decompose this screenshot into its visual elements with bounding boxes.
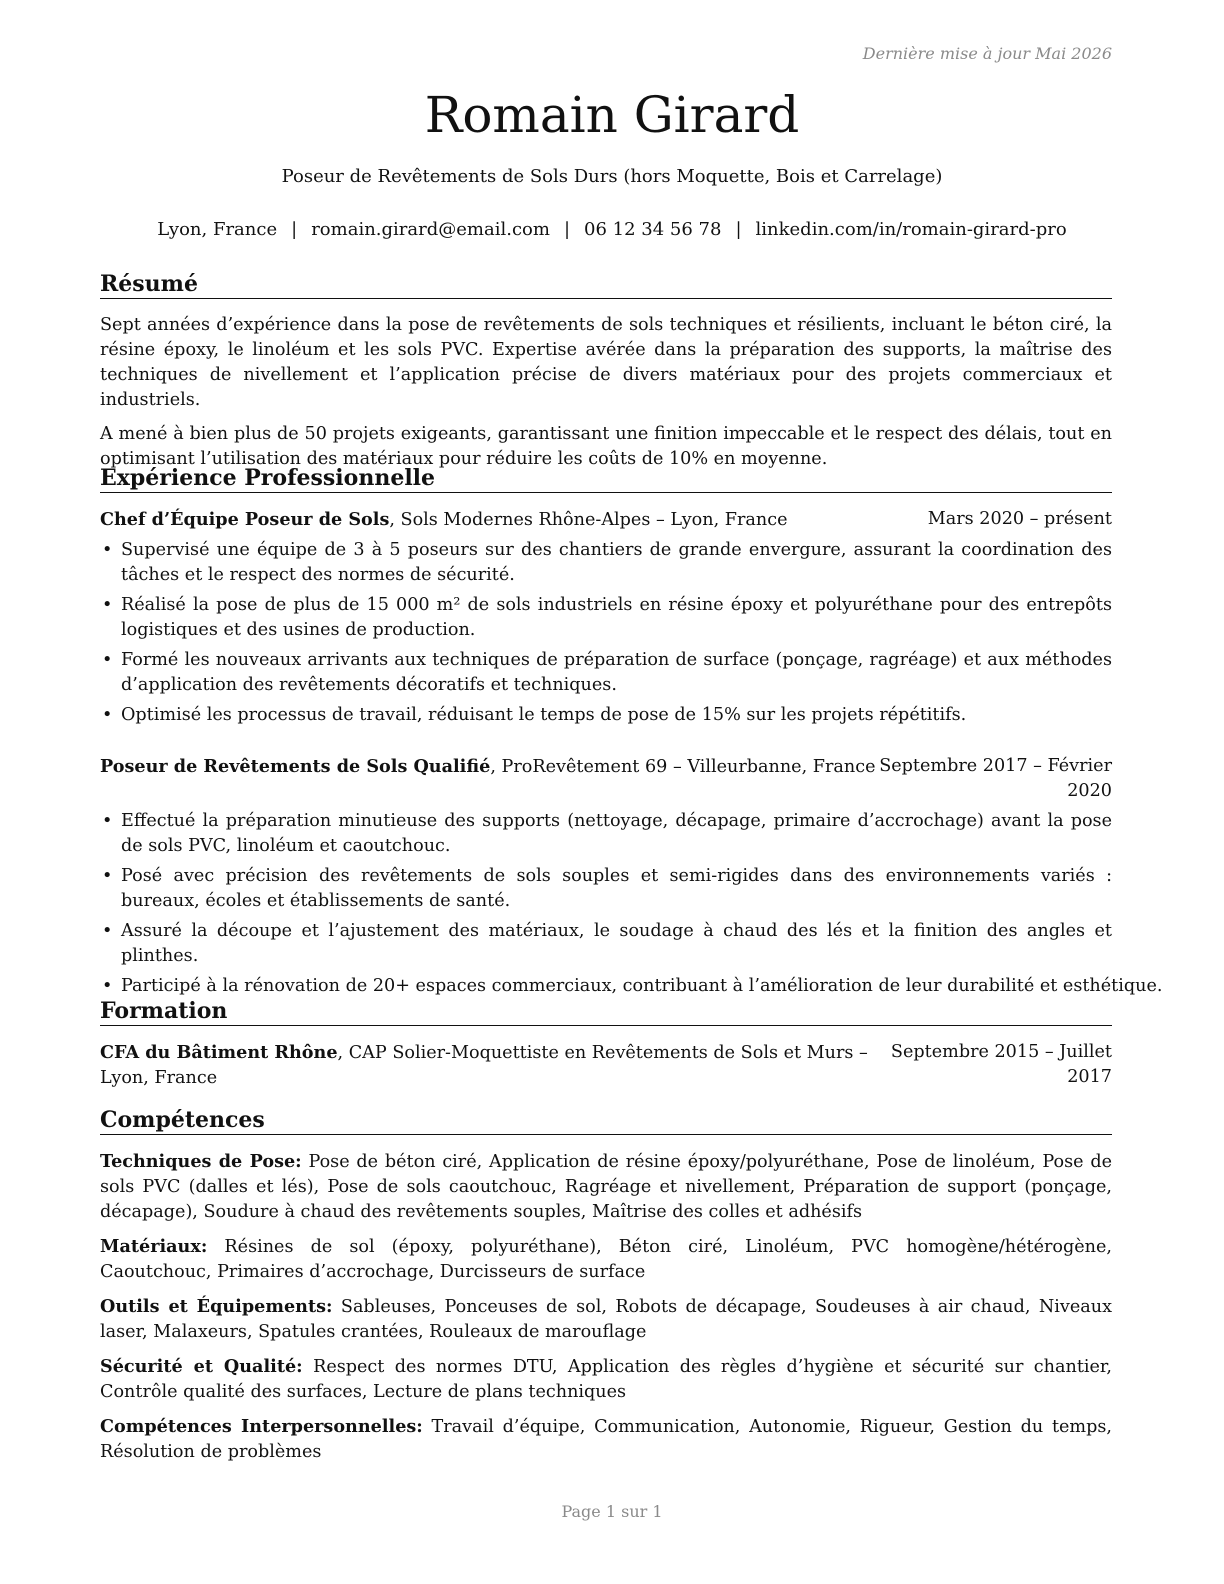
summary-section	[100, 271, 1112, 472]
job-role: Poseur de Revêtements de Sols Qualifié	[100, 756, 491, 777]
job-company: , Sols Modernes Rhône-Alpes – Lyon, France	[389, 510, 788, 530]
job-company: , ProRevêtement 69 – Villeurbanne, France	[490, 757, 876, 777]
skill-text: Travail d’équipe, Communication, Autonomie, Rigueur, Gestion du temps, Résolution de problèmes	[100, 1417, 1112, 1462]
list-item: • Participé à la rénovation de 20+ espaces commerciaux, contribuant à l’amélioration de leur durabilité et esthétique.	[100, 974, 1112, 999]
skills-section	[100, 1107, 1112, 1474]
page-number: Page 1 sur 1	[561, 1502, 663, 1521]
education-heading	[100, 1040, 878, 1091]
skill-label: Sécurité et Qualité:	[100, 1356, 303, 1377]
job-entry	[100, 507, 1112, 733]
skill-label: Techniques de Pose:	[100, 1151, 302, 1172]
skill-label: Matériaux:	[100, 1236, 208, 1257]
job-entry	[100, 754, 1163, 1004]
skill-group	[100, 1414, 1112, 1465]
summary-paragraph: Sept années d’expérience dans la pose de revêtements de sols techniques et résilients, incluant le béton ciré, la résine époxy, le linoléum et les sols PVC. Expertise avérée dans la préparation des supports, la maîtrise des techniques de nivellement et l’application précise de divers matériaux pour des projets commerciaux et industriels.	[100, 315, 1112, 410]
skill-group	[100, 1149, 1112, 1225]
skills-list	[100, 1149, 1112, 1465]
skill-text: Respect des normes DTU, Application des règles d’hygiène et sécurité sur chantier, Contrôle qualité des surfaces, Lecture de plans techniques	[100, 1357, 1112, 1402]
list-item: • Formé les nouveaux arrivants aux techniques de préparation de surface (ponçage, ragréage) et aux méthodes d’application des revêtements décoratifs et techniques.	[100, 648, 1112, 698]
contact-separator: |	[563, 219, 571, 240]
list-item: • Effectué la préparation minutieuse des supports (nettoyage, décapage, primaire d’accrochage) avant la pose de sols PVC, linoléum et caoutchouc.	[100, 809, 1112, 859]
experience-section	[100, 465, 1112, 493]
contact-linkedin[interactable]: linkedin.com/in/romain-girard-pro	[755, 219, 1067, 240]
summary-paragraph: A mené à bien plus de 50 projets exigeants, garantissant une finition impeccable et le respect des délais, tout en optimisant l’utilisation des matériaux pour réduire les coûts de 10% en moyenne.	[100, 424, 1112, 469]
job-bullets	[100, 538, 1112, 728]
list-item: • Optimisé les processus de travail, réduisant le temps de pose de 15% sur les projets répétitifs.	[100, 703, 1112, 728]
skill-text: Sableuses, Ponceuses de sol, Robots de décapage, Soudeuses à air chaud, Niveaux laser, Malaxeurs, Spatules crantées, Rouleaux de marouflage	[100, 1297, 1112, 1342]
candidate-name: Romain Girard	[424, 86, 800, 144]
job-title: Poseur de Revêtements de Sols Durs (hors Moquette, Bois et Carrelage)	[281, 166, 943, 187]
skill-text: Pose de béton ciré, Application de résine époxy/polyuréthane, Pose de linoléum, Pose de sols PVC (dalles et lés), Pose de sols caoutchouc, Ragréage et nivellement, Préparation de support (ponçage, décapage), Soudure à chaud des revêtements souples, Maîtrise des colles et adhésifs	[100, 1152, 1112, 1222]
contact-separator: |	[735, 219, 742, 240]
section-title-education: Formation	[100, 998, 1112, 1026]
education-detail: , CAP Solier-Moquettiste en Revêtements de Sols et Murs – Lyon, France	[100, 1043, 868, 1088]
job-heading	[100, 507, 928, 533]
job-dates: Septembre 2017 – Février 2020	[879, 756, 1112, 801]
skill-label: Compétences Interpersonnelles:	[100, 1416, 423, 1437]
list-item: • Supervisé une équipe de 3 à 5 poseurs sur des chantiers de grande envergure, assurant la coordination des tâches et le respect des normes de sécurité.	[100, 538, 1112, 588]
job-role: Chef d’Équipe Poseur de Sols	[100, 509, 390, 530]
skill-group	[100, 1234, 1112, 1285]
section-title-summary: Résumé	[100, 271, 1112, 299]
section-title-experience: Expérience Professionnelle	[100, 465, 1112, 493]
contact-email[interactable]: romain.girard@email.com	[311, 219, 550, 240]
list-item: • Réalisé la pose de plus de 15 000 m² de sols industriels en résine époxy et polyuréthane pour des entrepôts logistiques et des usines de production.	[100, 593, 1112, 643]
skill-group	[100, 1354, 1112, 1405]
contact-location: Lyon, France	[157, 219, 278, 240]
list-item: • Assuré la découpe et l’ajustement des matériaux, le soudage à chaud des lés et la finition des angles et plinthes.	[100, 919, 1112, 969]
education-section	[100, 998, 1112, 1091]
job-heading	[100, 754, 876, 780]
section-title-skills: Compétences	[100, 1107, 1112, 1135]
contact-line	[0, 219, 1224, 240]
job-bullets	[100, 809, 1163, 999]
contact-separator: |	[291, 219, 298, 240]
contact-phone: 06 12 34 56 78	[584, 219, 722, 240]
job-dates: Mars 2020 – présent	[927, 509, 1112, 529]
skill-text: Résines de sol (époxy, polyuréthane), Béton ciré, Linoléum, PVC homogène/hétérogène, Caoutchouc, Primaires d’accrochage, Durcisseurs de surface	[100, 1237, 1112, 1282]
education-school: CFA du Bâtiment Rhône	[100, 1042, 338, 1063]
skill-group	[100, 1294, 1112, 1345]
list-item: • Posé avec précision des revêtements de sols souples et semi-rigides dans des environnements variés : bureaux, écoles et établissements de santé.	[100, 864, 1112, 914]
last-updated: Dernière mise à jour Mai 2026	[862, 44, 1112, 63]
skill-label: Outils et Équipements:	[100, 1296, 333, 1317]
education-dates: Septembre 2015 – Juillet 2017	[890, 1042, 1112, 1087]
